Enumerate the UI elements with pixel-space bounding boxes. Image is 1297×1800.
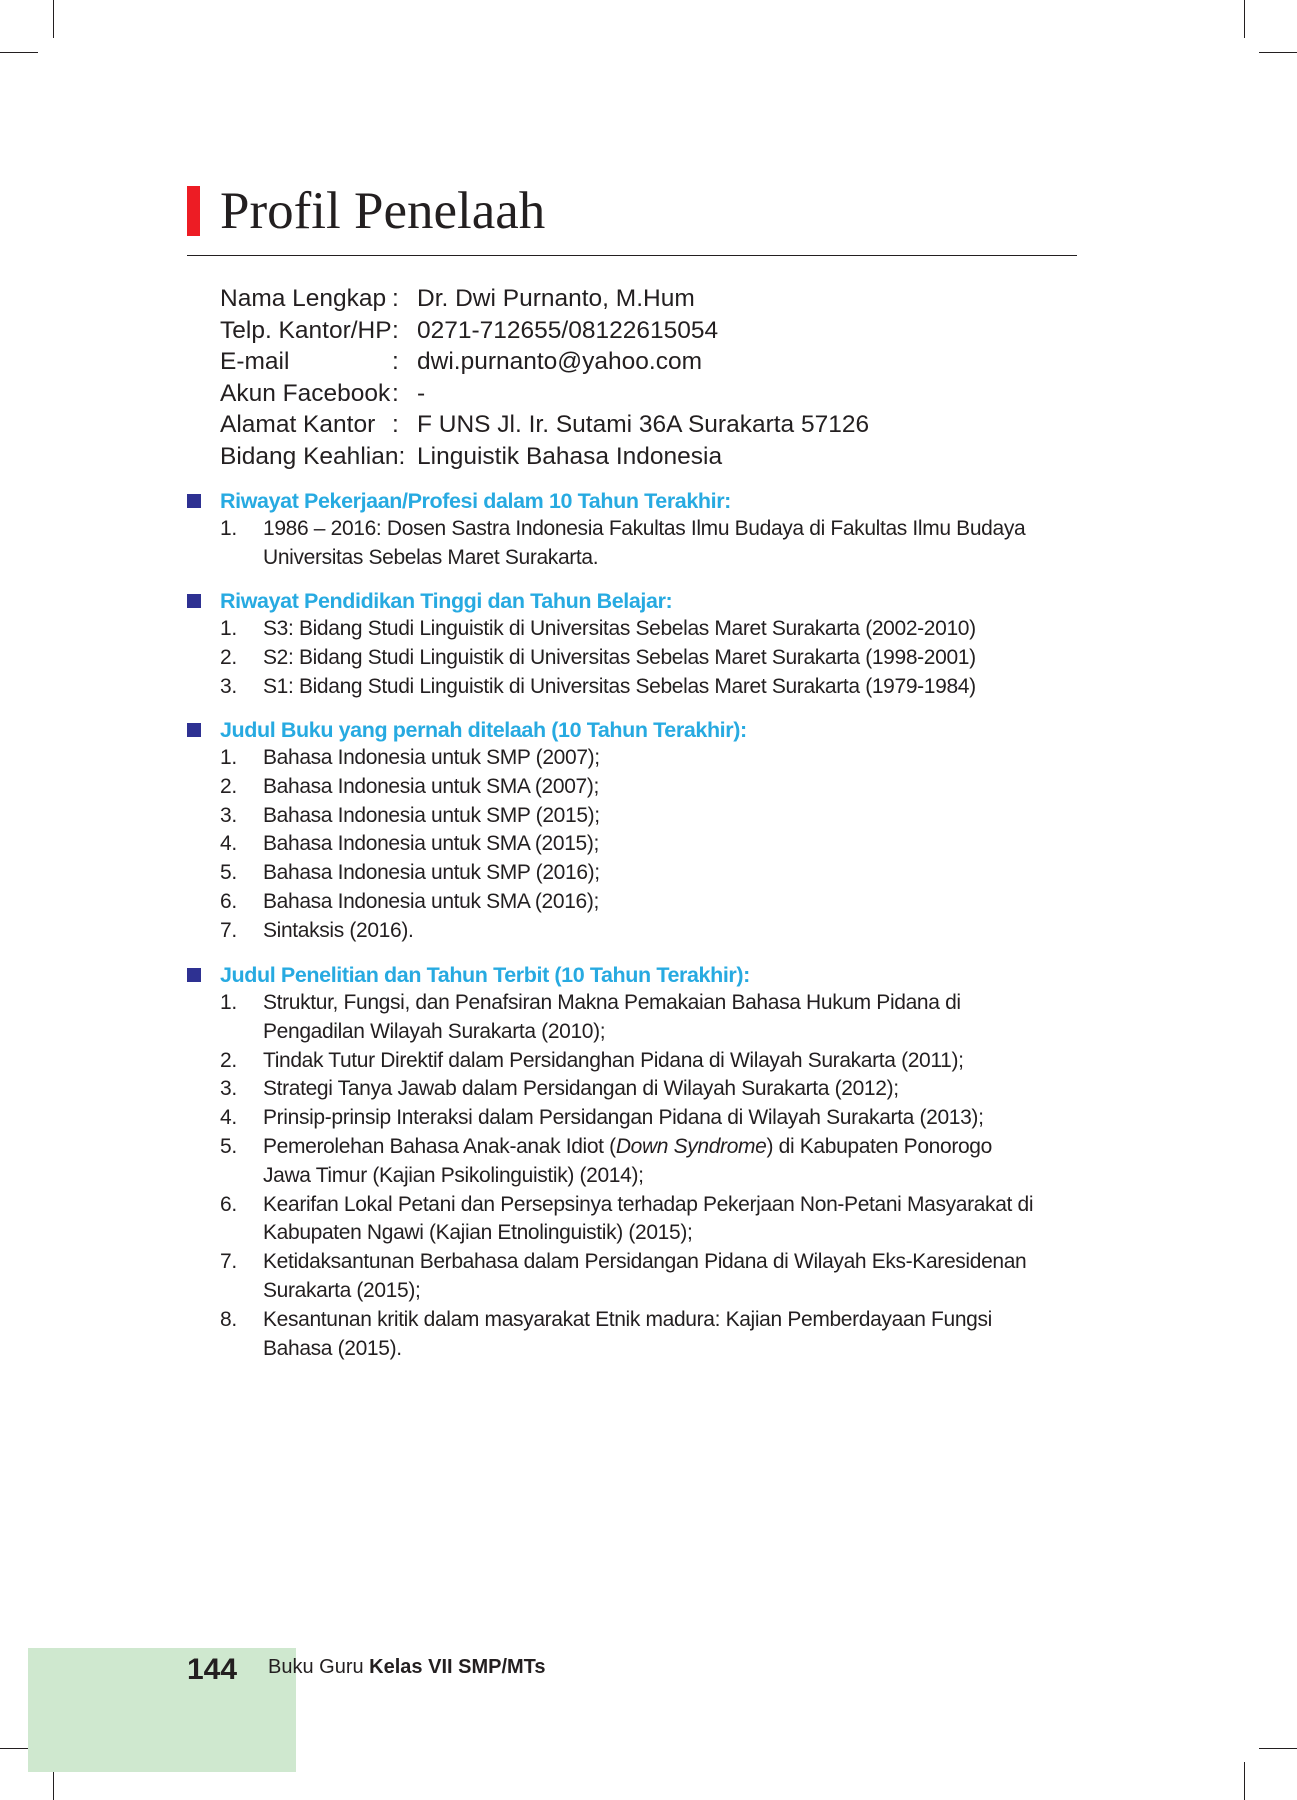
item-text: Struktur, Fungsi, dan Penafsiran Makna Pemakaian Bahasa Hukum Pidana di Pengadilan Wilayah Surakarta (2010);: [263, 991, 961, 1043]
info-label: Telp. Kantor/HP: [220, 316, 392, 344]
section-work-history: [187, 487, 1087, 573]
profile-info: [220, 283, 869, 473]
crop-mark: [1259, 52, 1297, 53]
item-text-part: Pemerolehan Bahasa Anak-anak Idiot (: [263, 1134, 616, 1158]
list-item: [187, 917, 1087, 946]
page-title: Profil Penelaah: [220, 182, 546, 240]
section-books-reviewed: [187, 716, 1087, 946]
item-number: 6.: [220, 1192, 237, 1216]
item-list: [187, 615, 1087, 701]
square-bullet-icon: [187, 723, 201, 737]
item-number: 3.: [220, 674, 237, 698]
item-text: Bahasa Indonesia untuk SMP (2016);: [263, 861, 600, 885]
item-text: 1986 – 2016: Dosen Sastra Indonesia Fakultas Ilmu Budaya di Fakultas Ilmu Budaya Universitas Sebelas Maret Surakarta.: [263, 517, 1026, 569]
list-item: [187, 859, 1087, 888]
list-item: [187, 1075, 1087, 1104]
crop-mark: [53, 0, 54, 38]
section-heading: [187, 961, 1087, 989]
info-label: Nama Lengkap: [220, 285, 387, 312]
item-text: Sintaksis (2016).: [263, 918, 414, 942]
item-text: Bahasa Indonesia untuk SMA (2016);: [263, 889, 599, 913]
title-accent-bar: [187, 186, 200, 236]
crop-mark: [1259, 1748, 1297, 1749]
footer-book-prefix: Buku Guru: [268, 1656, 364, 1678]
info-colon: :: [392, 285, 399, 312]
item-number: 3.: [220, 803, 237, 827]
list-item: [187, 1133, 1087, 1191]
list-item: [187, 744, 1087, 773]
footer-book-class: Kelas VII SMP/MTs: [369, 1656, 546, 1678]
item-number: 2.: [220, 1048, 237, 1072]
list-item: [187, 773, 1087, 802]
item-number: 8.: [220, 1307, 237, 1331]
crop-mark: [1244, 1762, 1245, 1800]
item-text: S3: Bidang Studi Linguistik di Universitas Sebelas Maret Surakarta (2002-2010): [263, 617, 976, 640]
info-label: Bidang Keahlian:: [220, 442, 406, 470]
item-number: 1.: [220, 517, 237, 540]
list-item: [187, 515, 1087, 573]
info-label: Akun Facebook: [220, 379, 391, 407]
item-text: Bahasa Indonesia untuk SMP (2007);: [263, 746, 600, 769]
item-text: Prinsip-prinsip Interaksi dalam Persidangan Pidana di Wilayah Surakarta (2013);: [263, 1106, 984, 1130]
item-number: 4.: [220, 832, 237, 856]
info-row-phone: [220, 315, 869, 347]
footer-book-title: [268, 1652, 546, 1682]
crop-mark: [0, 52, 38, 53]
item-text: Tindak Tutur Direktif dalam Persidanghan Pidana di Wilayah Surakarta (2011);: [263, 1048, 964, 1072]
item-number: 3.: [220, 1077, 237, 1101]
info-row-name: [220, 283, 869, 315]
item-number: 1.: [220, 746, 237, 769]
info-colon: :: [392, 379, 399, 407]
square-bullet-icon: [187, 594, 201, 608]
info-label: E-mail: [220, 348, 290, 376]
item-number: 5.: [220, 861, 237, 885]
list-item: [187, 644, 1087, 673]
info-row-expertise: [220, 441, 869, 473]
info-colon: :: [392, 348, 399, 376]
info-value: Linguistik Bahasa Indonesia: [417, 442, 723, 470]
item-text-part: ) di Kabupaten Ponorogo Jawa Timur (Kajian Psikolinguistik) (2014);: [263, 1134, 992, 1187]
info-value: dwi.purnanto@yahoo.com: [417, 348, 703, 376]
info-value: Dr. Dwi Purnanto, M.Hum: [417, 285, 695, 312]
section-title: Riwayat Pekerjaan/Profesi dalam 10 Tahun Terakhir:: [220, 488, 731, 513]
list-item: [187, 830, 1087, 859]
item-text: Bahasa Indonesia untuk SMP (2015);: [263, 803, 600, 827]
footer-green-block: [28, 1648, 296, 1772]
section-heading: [187, 716, 1087, 744]
info-colon: :: [392, 411, 399, 439]
info-colon: [392, 441, 417, 473]
info-row-email: [220, 346, 869, 378]
item-number: 1.: [220, 617, 237, 640]
item-number: 2.: [220, 645, 237, 669]
list-item: [187, 1306, 1087, 1364]
item-text: Strategi Tanya Jawab dalam Persidangan di Wilayah Surakarta (2012);: [263, 1077, 899, 1101]
item-list: [187, 515, 1087, 573]
item-text: Bahasa Indonesia untuk SMA (2007);: [263, 774, 599, 798]
item-number: 5.: [220, 1134, 237, 1158]
item-list: [187, 744, 1087, 946]
list-item: [187, 1104, 1087, 1133]
info-colon: :: [392, 316, 399, 344]
list-item: [187, 888, 1087, 917]
info-value: -: [417, 379, 426, 407]
section-title: Riwayat Pendidikan Tinggi dan Tahun Belajar:: [220, 588, 673, 613]
item-text-italic: Down Syndrome: [615, 1134, 767, 1158]
list-item: [187, 673, 1087, 702]
info-value: 0271-712655/08122615054: [417, 316, 719, 344]
square-bullet-icon: [187, 968, 201, 982]
item-number: 1.: [220, 991, 237, 1014]
section-heading: [187, 487, 1087, 515]
section-education: [187, 587, 1087, 701]
info-value: F UNS Jl. Ir. Sutami 36A Surakarta 57126: [417, 411, 870, 439]
section-heading: [187, 587, 1087, 615]
info-row-address: [220, 409, 869, 441]
crop-mark: [1244, 0, 1245, 38]
list-item: [187, 802, 1087, 831]
item-number: 7.: [220, 1250, 237, 1274]
item-number: 4.: [220, 1106, 237, 1130]
item-number: 2.: [220, 774, 237, 798]
item-text: Kesantunan kritik dalam masyarakat Etnik madura: Kajian Pemberdayaan Fungsi Bahasa (2015).: [263, 1307, 992, 1360]
item-text: S1: Bidang Studi Linguistik di Universitas Sebelas Maret Surakarta (1979-1984): [263, 674, 976, 698]
list-item: [187, 1248, 1087, 1306]
item-text: Ketidaksantunan Berbahasa dalam Persidangan Pidana di Wilayah Eks-Karesidenan Surakarta (2015);: [263, 1250, 1027, 1302]
page-number: 144: [187, 1653, 238, 1686]
item-text: [263, 1133, 1043, 1191]
item-list: [187, 989, 1087, 1363]
item-number: 6.: [220, 889, 237, 913]
title-divider: [187, 255, 1077, 256]
list-item: [187, 1191, 1087, 1249]
list-item: [187, 1047, 1087, 1076]
list-item: [187, 989, 1087, 1047]
info-label: Alamat Kantor: [220, 411, 376, 439]
section-title: Judul Penelitian dan Tahun Terbit (10 Tahun Terakhir):: [220, 962, 750, 987]
item-text: S2: Bidang Studi Linguistik di Universitas Sebelas Maret Surakarta (1998-2001): [263, 645, 976, 669]
info-row-facebook: [220, 378, 869, 410]
item-number: 7.: [220, 918, 237, 942]
section-research: [187, 961, 1087, 1363]
section-title: Judul Buku yang pernah ditelaah (10 Tahun Terakhir):: [220, 717, 747, 742]
item-text: Bahasa Indonesia untuk SMA (2015);: [263, 832, 599, 856]
square-bullet-icon: [187, 494, 201, 508]
list-item: [187, 615, 1087, 644]
item-text: Kearifan Lokal Petani dan Persepsinya terhadap Pekerjaan Non-Petani Masyarakat di Kabupaten Ngawi (Kajian Etnolinguistik) (2015);: [263, 1192, 1034, 1245]
